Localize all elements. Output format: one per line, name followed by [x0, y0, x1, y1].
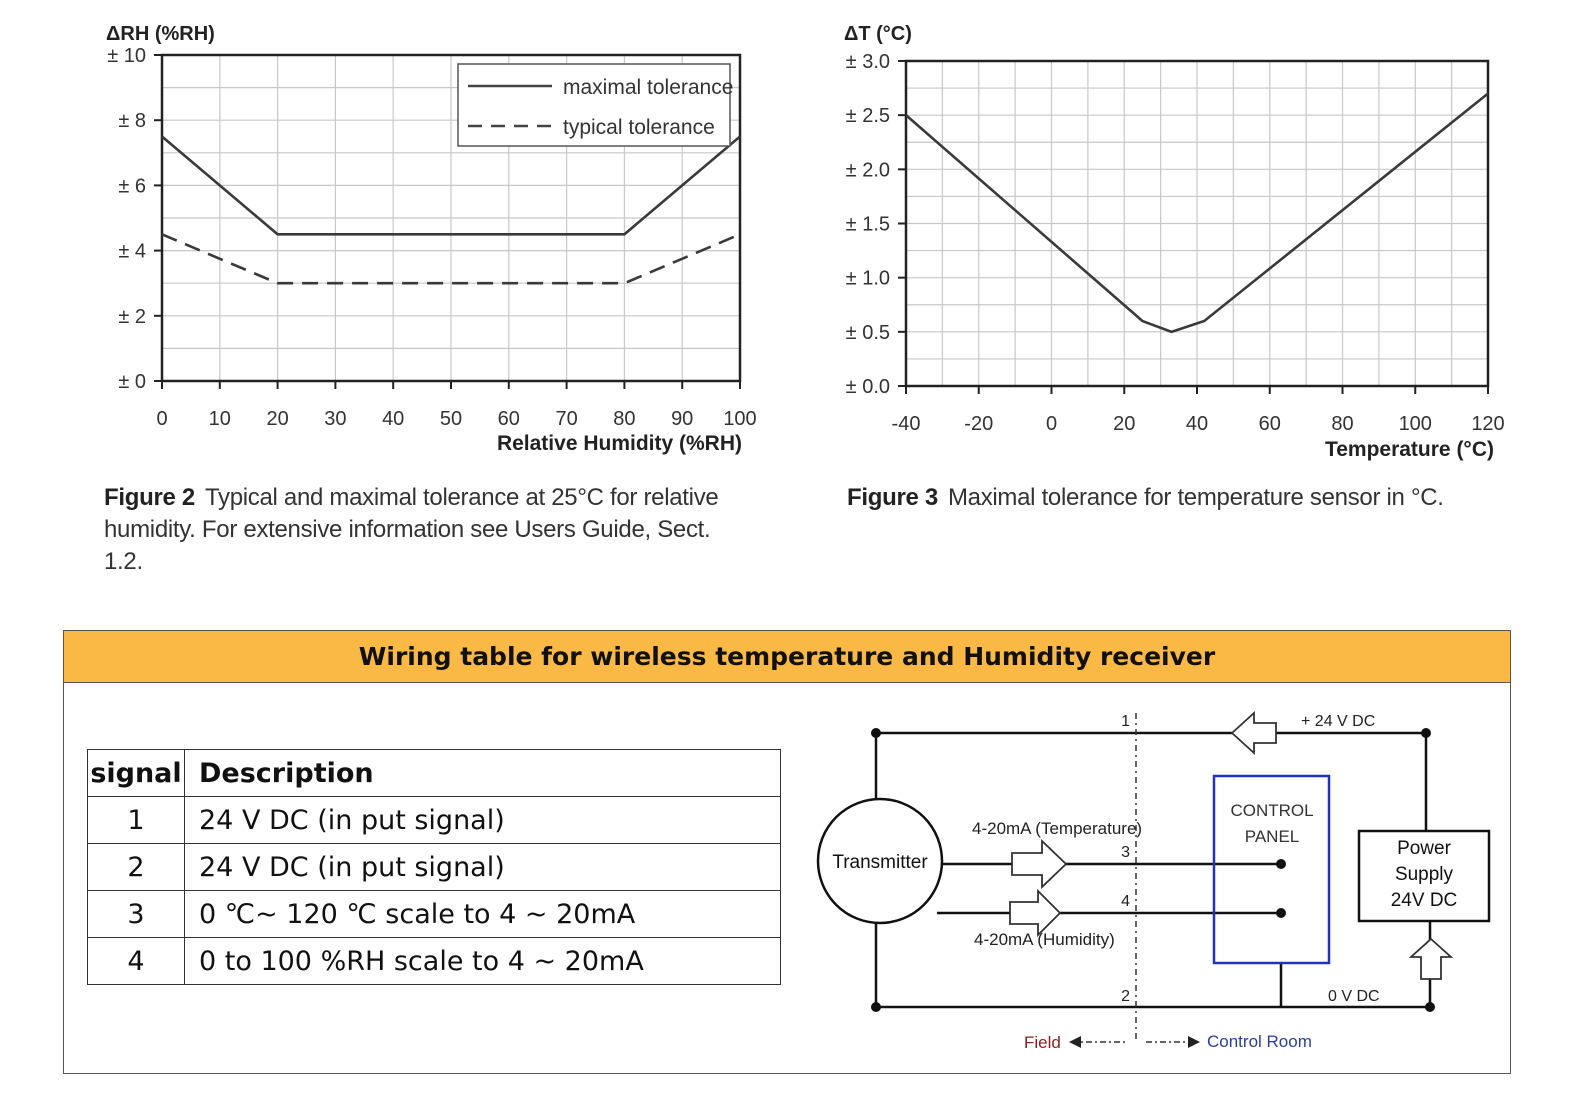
y-tick-label: ± 10 — [107, 45, 146, 67]
control-room-label: Control Room — [1207, 1032, 1312, 1051]
y-tick-label: ± 2 — [118, 305, 146, 328]
table-row — [88, 797, 781, 844]
x-tick-label: 40 — [1185, 413, 1209, 435]
y-tick-label: ± 4 — [118, 240, 146, 263]
figure-2-label: Figure 2 — [104, 484, 195, 511]
control-panel-label-1: CONTROL — [1230, 801, 1314, 820]
y-tick-label: ± 0.0 — [845, 376, 890, 398]
arrow-right-icon — [1010, 891, 1060, 935]
arrow-left-icon — [1069, 1036, 1081, 1048]
rh-y-tick-labels — [107, 45, 162, 393]
wiring-panel — [63, 630, 1511, 1074]
plus-24v-label: + 24 V DC — [1301, 713, 1376, 730]
temp-x-tick-labels — [892, 386, 1505, 435]
figure-2-line1: Typical and maximal tolerance at 25°C for relative — [204, 484, 719, 511]
signal-cell: 2 — [88, 844, 185, 891]
wiring-table — [87, 749, 781, 985]
x-tick-label: 60 — [1258, 413, 1281, 435]
x-tick-label: 50 — [439, 408, 463, 430]
wiring-table-header — [88, 750, 781, 797]
signal-cell: 1 — [88, 797, 185, 844]
y-tick-label: ± 2.5 — [845, 105, 890, 128]
terminal-2-label: 2 — [1121, 988, 1130, 1005]
terminal-4-label: 4 — [1121, 893, 1130, 910]
y-tick-label: ± 0 — [118, 371, 146, 393]
figure-2-line2: humidity. For extensive information see Users Guide, Sect. 1.2. — [104, 516, 711, 575]
x-tick-label: -20 — [964, 413, 994, 435]
x-tick-label: 0 — [1045, 413, 1058, 435]
description-cell: 0 to 100 %RH scale to 4 ~ 20mA — [185, 938, 781, 985]
transmitter-label: Transmitter — [832, 852, 928, 873]
figure-2-caption — [104, 482, 754, 578]
x-tick-label: 40 — [382, 408, 405, 430]
zero-v-label: 0 V DC — [1328, 988, 1380, 1005]
figure-3-label: Figure 3 — [847, 484, 938, 511]
signal-header: signal — [88, 750, 185, 797]
x-tick-label: 100 — [723, 408, 757, 430]
table-row — [88, 938, 781, 985]
table-row — [88, 891, 781, 938]
temperature-tolerance-chart — [800, 0, 1560, 470]
power-supply-label-3: 24V DC — [1390, 890, 1458, 911]
temp-x-axis-label: Temperature (°C) — [1324, 438, 1494, 461]
x-tick-label: 20 — [1113, 413, 1136, 435]
rh-legend-maximal: maximal tolerance — [563, 76, 734, 99]
rh-tolerance-chart — [0, 0, 780, 470]
x-tick-label: 20 — [266, 408, 289, 430]
x-tick-label: 100 — [1398, 413, 1432, 435]
x-tick-label: 120 — [1471, 413, 1505, 435]
wiring-diagram — [804, 701, 1504, 1071]
power-supply-label-2: Supply — [1394, 864, 1454, 885]
terminal-3-label: 3 — [1121, 844, 1130, 861]
signal-cell: 3 — [88, 891, 185, 938]
control-panel-label-2: PANEL — [1244, 827, 1300, 846]
x-tick-label: -40 — [891, 413, 921, 435]
rh-x-axis-label: Relative Humidity (%RH) — [496, 432, 742, 455]
table-row — [88, 844, 781, 891]
figure-3-text: Maximal tolerance for temperature sensor in °C. — [947, 484, 1444, 511]
description-cell: 24 V DC (in put signal) — [185, 844, 781, 891]
x-tick-label: 60 — [497, 408, 520, 430]
y-tick-label: ± 1.5 — [845, 213, 890, 236]
x-tick-label: 30 — [324, 408, 347, 430]
temp-y-axis-label: ΔT (°C) — [844, 23, 912, 45]
x-tick-label: 80 — [1331, 413, 1354, 435]
temperature-signal-label: 4-20mA (Temperature) — [972, 819, 1143, 838]
x-tick-label: 90 — [671, 408, 694, 430]
temp-y-tick-labels — [846, 51, 906, 398]
y-tick-label: ± 6 — [118, 175, 146, 198]
description-cell: 0 ℃~ 120 ℃ scale to 4 ~ 20mA — [185, 891, 781, 938]
temp-chart-grid — [906, 61, 1488, 386]
x-tick-label: 80 — [613, 408, 636, 430]
x-tick-label: 10 — [208, 408, 231, 430]
y-tick-label: ± 2.0 — [845, 159, 890, 182]
arrow-right-icon — [1188, 1036, 1200, 1048]
signal-cell: 4 — [88, 938, 185, 985]
arrow-right-icon — [1012, 841, 1066, 887]
rh-x-tick-labels — [156, 381, 756, 430]
y-tick-label: ± 1.0 — [845, 267, 890, 290]
humidity-signal-label: 4-20mA (Humidity) — [974, 930, 1115, 949]
x-tick-label: 70 — [555, 408, 578, 430]
y-tick-label: ± 0.5 — [845, 321, 890, 344]
x-tick-label: 0 — [156, 408, 168, 430]
y-tick-label: ± 8 — [118, 110, 146, 133]
description-cell: 24 V DC (in put signal) — [185, 797, 781, 844]
rh-y-axis-label: ΔRH (%RH) — [106, 23, 215, 45]
field-label: Field — [1024, 1033, 1061, 1052]
wiring-panel-title: Wiring table for wireless temperature and Humidity receiver — [64, 631, 1510, 683]
figure-3-caption — [847, 482, 1487, 514]
y-tick-label: ± 3.0 — [845, 51, 890, 73]
arrow-up-icon — [1411, 939, 1451, 979]
power-supply-label-1: Power — [1397, 838, 1451, 859]
description-header: Description — [185, 750, 781, 797]
terminal-1-label: 1 — [1121, 713, 1130, 730]
rh-chart-legend — [458, 64, 733, 146]
rh-legend-typical: typical tolerance — [563, 116, 715, 139]
arrow-left-icon — [1232, 713, 1276, 753]
